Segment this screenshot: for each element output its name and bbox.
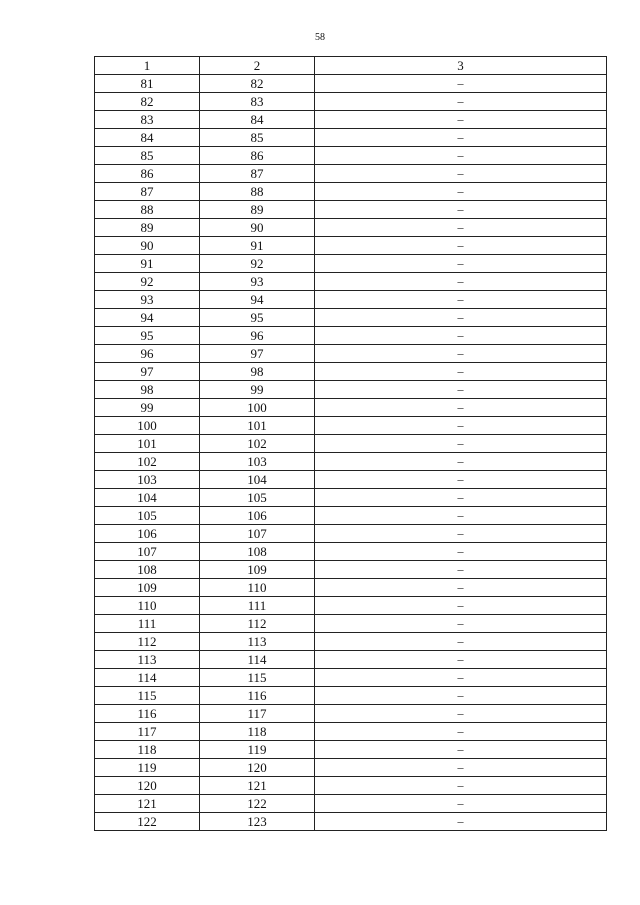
table-cell-col-1: 119 <box>95 759 200 777</box>
table-cell-col-2: 101 <box>200 417 315 435</box>
table-cell-col-2: 117 <box>200 705 315 723</box>
table-cell-col-1: 99 <box>95 399 200 417</box>
table-row <box>95 219 607 237</box>
table-row <box>95 723 607 741</box>
table-row <box>95 453 607 471</box>
table-cell-col-2: 113 <box>200 633 315 651</box>
table-cell-col-2: 98 <box>200 363 315 381</box>
table-row <box>95 111 607 129</box>
table-cell-col-2: 107 <box>200 525 315 543</box>
table-row <box>95 813 607 831</box>
table-cell-col-2: 121 <box>200 777 315 795</box>
table-row <box>95 417 607 435</box>
table-cell-col-3: – <box>315 561 607 579</box>
table-cell-col-2: 116 <box>200 687 315 705</box>
table-cell-col-2: 103 <box>200 453 315 471</box>
table-row <box>95 543 607 561</box>
table-cell-col-1: 110 <box>95 597 200 615</box>
table-cell-col-2: 120 <box>200 759 315 777</box>
table-row <box>95 615 607 633</box>
table-cell-col-2: 95 <box>200 309 315 327</box>
table-cell-col-1: 105 <box>95 507 200 525</box>
table-cell-col-3: – <box>315 741 607 759</box>
table-cell-col-3: – <box>315 111 607 129</box>
table-cell-col-1: 94 <box>95 309 200 327</box>
table-row <box>95 183 607 201</box>
table-cell-col-2: 88 <box>200 183 315 201</box>
table-cell-col-3: – <box>315 777 607 795</box>
table-cell-col-2: 83 <box>200 93 315 111</box>
table-row <box>95 93 607 111</box>
table-cell-col-1: 88 <box>95 201 200 219</box>
table-cell-col-2: 111 <box>200 597 315 615</box>
table-cell-col-3: – <box>315 75 607 93</box>
table-cell-col-1: 115 <box>95 687 200 705</box>
table-cell-col-2: 92 <box>200 255 315 273</box>
table-cell-col-1: 120 <box>95 777 200 795</box>
table-cell-col-2: 99 <box>200 381 315 399</box>
table-cell-col-1: 91 <box>95 255 200 273</box>
table-cell-col-1: 98 <box>95 381 200 399</box>
table-row <box>95 525 607 543</box>
table-cell-col-3: – <box>315 723 607 741</box>
table-cell-col-3: – <box>315 453 607 471</box>
table-cell-col-2: 93 <box>200 273 315 291</box>
table-cell-col-3: – <box>315 597 607 615</box>
table-cell-col-2: 84 <box>200 111 315 129</box>
table-cell-col-1: 103 <box>95 471 200 489</box>
data-table <box>94 56 607 831</box>
table-row <box>95 669 607 687</box>
table-cell-col-2: 90 <box>200 219 315 237</box>
column-header-2: 2 <box>200 57 315 75</box>
table-cell-col-3: – <box>315 705 607 723</box>
table-cell-col-3: – <box>315 399 607 417</box>
table-row <box>95 471 607 489</box>
table-cell-col-1: 116 <box>95 705 200 723</box>
table-cell-col-2: 109 <box>200 561 315 579</box>
table-row <box>95 273 607 291</box>
table-row <box>95 633 607 651</box>
table-cell-col-1: 106 <box>95 525 200 543</box>
table-cell-col-3: – <box>315 219 607 237</box>
table-cell-col-3: – <box>315 273 607 291</box>
table-cell-col-1: 92 <box>95 273 200 291</box>
table-cell-col-3: – <box>315 579 607 597</box>
table-row <box>95 597 607 615</box>
table-cell-col-2: 118 <box>200 723 315 741</box>
table-cell-col-3: – <box>315 327 607 345</box>
table-cell-col-2: 122 <box>200 795 315 813</box>
table-cell-col-3: – <box>315 435 607 453</box>
table-cell-col-3: – <box>315 183 607 201</box>
table-cell-col-1: 113 <box>95 651 200 669</box>
table-row <box>95 327 607 345</box>
table-cell-col-3: – <box>315 363 607 381</box>
table-cell-col-3: – <box>315 687 607 705</box>
table-cell-col-2: 87 <box>200 165 315 183</box>
table-cell-col-1: 89 <box>95 219 200 237</box>
table-row <box>95 561 607 579</box>
table-cell-col-1: 87 <box>95 183 200 201</box>
table-row <box>95 651 607 669</box>
table-cell-col-1: 82 <box>95 93 200 111</box>
table-cell-col-2: 100 <box>200 399 315 417</box>
table-cell-col-2: 104 <box>200 471 315 489</box>
table-cell-col-1: 84 <box>95 129 200 147</box>
table-row <box>95 705 607 723</box>
table-cell-col-3: – <box>315 489 607 507</box>
table-row <box>95 237 607 255</box>
table-row <box>95 309 607 327</box>
table-row <box>95 255 607 273</box>
table-body <box>95 75 607 831</box>
table-cell-col-1: 97 <box>95 363 200 381</box>
table-cell-col-1: 100 <box>95 417 200 435</box>
table-cell-col-1: 93 <box>95 291 200 309</box>
table-cell-col-2: 105 <box>200 489 315 507</box>
table-cell-col-1: 83 <box>95 111 200 129</box>
table-row <box>95 345 607 363</box>
table-cell-col-1: 108 <box>95 561 200 579</box>
table-row <box>95 795 607 813</box>
table-row <box>95 489 607 507</box>
column-header-1: 1 <box>95 57 200 75</box>
table-cell-col-3: – <box>315 291 607 309</box>
table-cell-col-1: 85 <box>95 147 200 165</box>
table-cell-col-2: 82 <box>200 75 315 93</box>
table-cell-col-2: 123 <box>200 813 315 831</box>
table-cell-col-1: 111 <box>95 615 200 633</box>
table-cell-col-3: – <box>315 525 607 543</box>
table-header-row <box>95 57 607 75</box>
table-cell-col-1: 96 <box>95 345 200 363</box>
table-cell-col-3: – <box>315 129 607 147</box>
table-row <box>95 507 607 525</box>
table-cell-col-3: – <box>315 165 607 183</box>
table-cell-col-2: 106 <box>200 507 315 525</box>
table-cell-col-3: – <box>315 633 607 651</box>
table-cell-col-2: 85 <box>200 129 315 147</box>
table-cell-col-2: 89 <box>200 201 315 219</box>
table-cell-col-3: – <box>315 345 607 363</box>
table-cell-col-2: 94 <box>200 291 315 309</box>
table-cell-col-2: 102 <box>200 435 315 453</box>
table-cell-col-3: – <box>315 615 607 633</box>
column-header-3: 3 <box>315 57 607 75</box>
table-cell-col-3: – <box>315 309 607 327</box>
table-row <box>95 435 607 453</box>
table-cell-col-1: 104 <box>95 489 200 507</box>
table-cell-col-3: – <box>315 813 607 831</box>
table-cell-col-3: – <box>315 543 607 561</box>
table-row <box>95 579 607 597</box>
table-cell-col-1: 107 <box>95 543 200 561</box>
table-cell-col-3: – <box>315 471 607 489</box>
table-cell-col-2: 112 <box>200 615 315 633</box>
table-cell-col-1: 90 <box>95 237 200 255</box>
table-row <box>95 399 607 417</box>
table-cell-col-1: 95 <box>95 327 200 345</box>
table-row <box>95 687 607 705</box>
table-row <box>95 201 607 219</box>
table-cell-col-1: 117 <box>95 723 200 741</box>
table-cell-col-2: 96 <box>200 327 315 345</box>
table-row <box>95 291 607 309</box>
table-cell-col-2: 115 <box>200 669 315 687</box>
table-cell-col-3: – <box>315 255 607 273</box>
table-cell-col-2: 114 <box>200 651 315 669</box>
table-cell-col-2: 119 <box>200 741 315 759</box>
table-cell-col-3: – <box>315 93 607 111</box>
table-cell-col-3: – <box>315 507 607 525</box>
table-cell-col-1: 86 <box>95 165 200 183</box>
table-cell-col-3: – <box>315 759 607 777</box>
table-cell-col-3: – <box>315 201 607 219</box>
table-row <box>95 777 607 795</box>
table-cell-col-3: – <box>315 381 607 399</box>
table-row <box>95 147 607 165</box>
table-row <box>95 165 607 183</box>
table-row <box>95 75 607 93</box>
page-number: 58 <box>315 32 325 43</box>
table-cell-col-2: 108 <box>200 543 315 561</box>
table-cell-col-1: 121 <box>95 795 200 813</box>
table-cell-col-1: 114 <box>95 669 200 687</box>
table-cell-col-1: 112 <box>95 633 200 651</box>
table-cell-col-3: – <box>315 237 607 255</box>
table-cell-col-1: 122 <box>95 813 200 831</box>
table-cell-col-3: – <box>315 147 607 165</box>
table-cell-col-3: – <box>315 795 607 813</box>
table-row <box>95 381 607 399</box>
table-cell-col-1: 102 <box>95 453 200 471</box>
table-cell-col-3: – <box>315 651 607 669</box>
table-cell-col-1: 101 <box>95 435 200 453</box>
table-cell-col-2: 110 <box>200 579 315 597</box>
table-cell-col-3: – <box>315 669 607 687</box>
table-cell-col-1: 109 <box>95 579 200 597</box>
table-row <box>95 741 607 759</box>
table-cell-col-3: – <box>315 417 607 435</box>
table-cell-col-1: 81 <box>95 75 200 93</box>
table-cell-col-2: 91 <box>200 237 315 255</box>
table-row <box>95 759 607 777</box>
table-cell-col-2: 97 <box>200 345 315 363</box>
table-cell-col-1: 118 <box>95 741 200 759</box>
table-row <box>95 129 607 147</box>
table-cell-col-2: 86 <box>200 147 315 165</box>
table-row <box>95 363 607 381</box>
